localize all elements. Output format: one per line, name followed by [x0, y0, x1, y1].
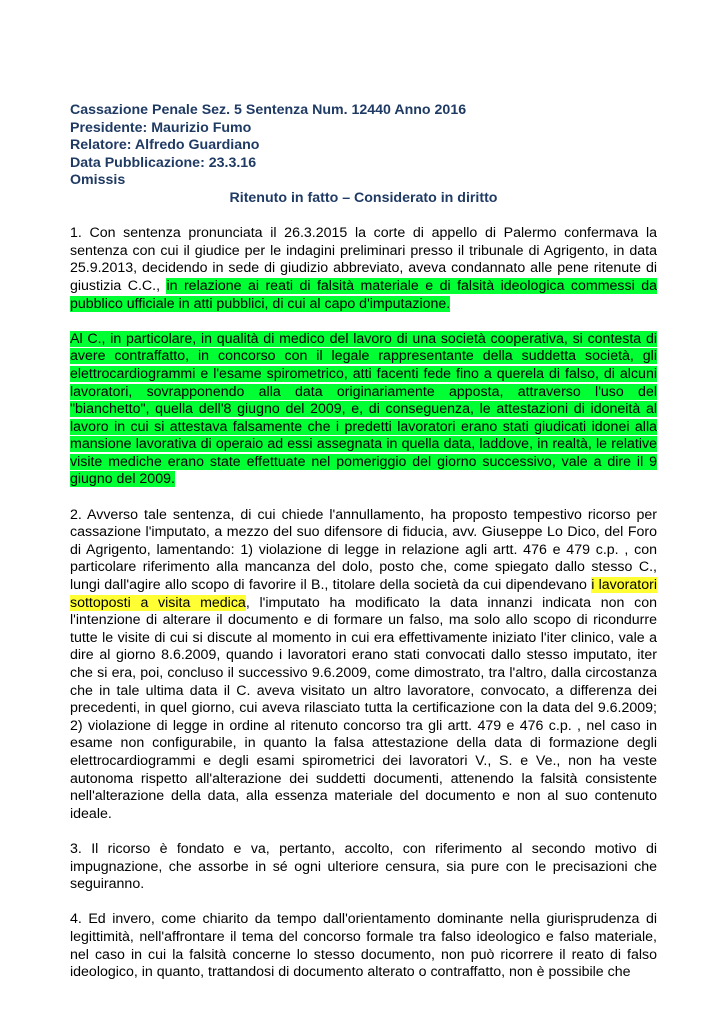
paragraph-5-text: 4. Ed invero, come chiarito da tempo dall'orientamento dominante nella giurisprudenza di legittimità, nell'affrontare il tema del concorso formale tra falso ideologico e falso materiale, nel caso in cui la falsità concerne lo stesso documento, non può ricorrere il reato di falso ideologico, in quanto, trattandosi di documento alterato o contraffatto, non è possibile che — [70, 911, 657, 981]
paragraph-2 — [70, 331, 657, 489]
header-omissis-line: Omissis — [70, 172, 126, 189]
header-court-line: Cassazione Penale Sez. 5 Sentenza Num. 12440 Anno 2016 — [70, 102, 467, 118]
paragraph-4 — [70, 841, 657, 894]
paragraph-1 — [70, 225, 657, 313]
paragraph-1-text: 1. Con sentenza pronunciata il 26.3.2015 la corte di appello di Palermo confermava la sentenza con cui il giudice per le indagini preliminari presso il tribunale di Agrigento, in data 25.9.2013, decidendo in sede di giudizio abbreviato, aveva condannato alle pene ritenute di giustizia C.C., — [70, 225, 657, 294]
header-publication-date-line: Data Pubblicazione: 23.3.16 — [70, 154, 257, 171]
paragraph-4-text: 3. Il ricorso è fondato e va, pertanto, accolto, con riferimento al secondo motivo di impugnazione, che assorbe in sé ogni ulteriore censura, sia pure con le precisazioni che seguiranno. — [70, 840, 657, 893]
paragraph-1-highlight: in relazione ai reati di falsità materiale e di falsità ideologica commessi da pubblico ufficiale in atti pubblici, di cui al capo d'imputazione. — [70, 277, 657, 312]
paragraph-3 — [70, 507, 657, 824]
section-subtitle: Ritenuto in fatto – Considerato in diritto — [229, 189, 498, 206]
paragraph-3-text-before: 2. Avverso tale sentenza, di cui chiede l'annullamento, ha proposto tempestivo ricorso per cassazione l'imputato, a mezzo del suo difensore di fiducia, avv. Giuseppe Lo Dico, del Foro di Agrigento, lamentando: 1) violazione di legge in relazione agli artt. 476 e 479 c.p. , con particolare riferimento alla mancanza del dolo, posto che, come spiegato dallo stesso C., lungi dall'agire allo scopo di favorire il B., titolare della società da cui dipendevano — [70, 506, 657, 594]
header-president-line: Presidente: Maurizio Fumo — [70, 119, 252, 136]
document-page — [70, 102, 657, 999]
header-rapporteur-line: Relatore: Alfredo Guardiano — [70, 137, 260, 154]
paragraph-5 — [70, 911, 657, 981]
paragraph-3-text-after: , l'imputato ha modificato la data innanzi indicata non con l'intenzione di alterare il documento e di formare un falso, ma solo allo scopo di ricondurre tutte le visite di cui si discute al momento in cui era effettivamente iniziato l'iter clinico, vale a dire al giorno 8.6.2009, quando i lavoratori erano stati convocati dallo stesso imputato, iter che si era, poi, concluso il successivo 9.6.2009, come dimostrato, tra l'altro, dalla circostanza che in tale ultima data il C. aveva visitato un altro lavoratore, convocato, a differenza dei precedenti, in quel giorno, cui aveva rilasciato tutta la certificazione con la data del 9.6.2009; 2) violazione di legge in ordine al ritenuto concorso tra gli artt. 479 e 476 c.p. , nel caso in esame non configurabile, in quanto la falsa attestazione della data di formazione degli elettrocardiogrammi e degli esami spirometrici dei lavoratori V., S. e Ve., non ha veste autonoma rispetto all'alterazione dei suddetti documenti, attenendo la falsità consistente nell'alterazione della data, alla essenza materiale del documento e non al suo contenuto ideale. — [70, 594, 657, 822]
paragraph-2-highlight: Al C., in particolare, in qualità di medico del lavoro di una società cooperativa, si contesta di avere contraffatto, in concorso con il legale rappresentante della suddetta società, gli elettrocardiogrammi e l'esame spirometrico, atti facenti fede fino a querela di falso, di alcuni lavoratori, sovrapponendo alla data originariamente apposta, attraverso l'uso del "bianchetto", quella dell'8 giugno del 2009, e, di conseguenza, le attestazioni di idoneità al lavoro in cui si attestava falsamente che i predetti lavoratori erano stati giudicati idonei alla mansione lavorativa di operaio ad essi assegnata in quella data, laddove, in realtà, le relative visite mediche erano state effettuate nel pomeriggio del giorno successivo, vale a dire il 9 giugno del 2009. — [70, 330, 657, 488]
paragraph-3-highlight: i lavoratori sottoposti a visita medica — [70, 577, 657, 611]
